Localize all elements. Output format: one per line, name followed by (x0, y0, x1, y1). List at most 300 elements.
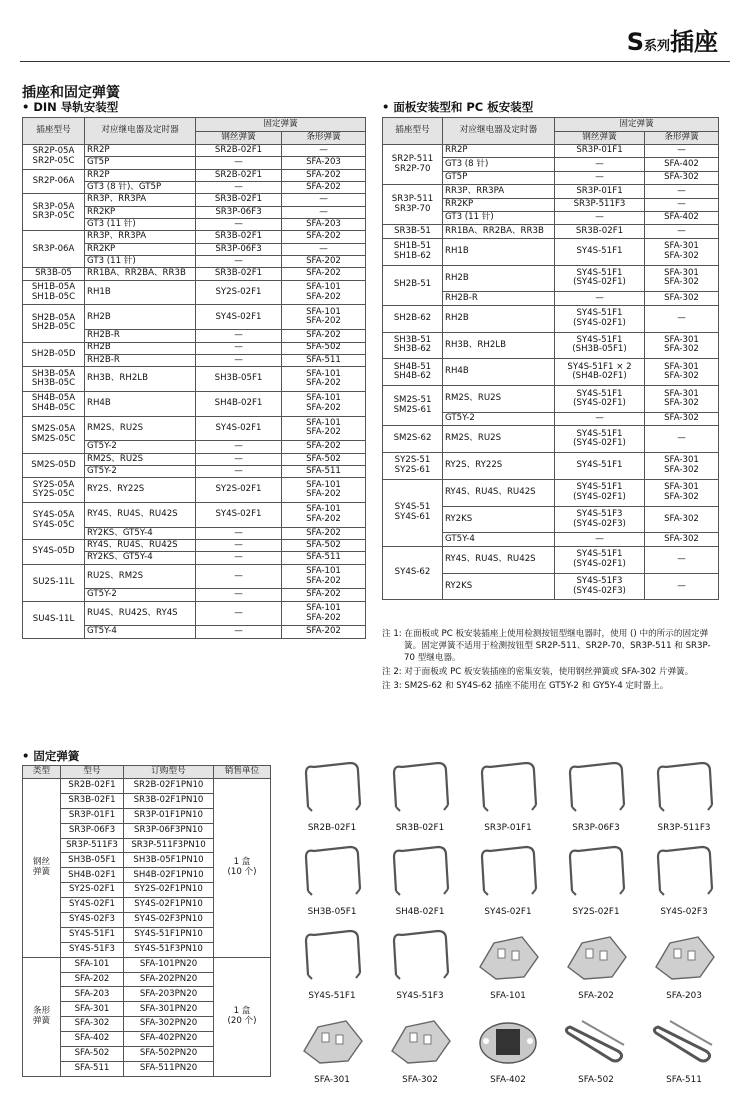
relay: RH1B (443, 238, 555, 265)
socket-model: SH2B-62 (383, 305, 443, 332)
strip-spring: SFA-301 SFA-302 (645, 332, 719, 359)
spring-model: SR3B-02F1 (61, 793, 124, 808)
col-type: 类型 (23, 766, 61, 779)
pc-socket-table (382, 117, 719, 600)
spring-model: SFA-511 (61, 1061, 124, 1076)
table-row (23, 280, 366, 305)
socket-model: SY2S-51 SY2S-61 (383, 453, 443, 480)
spring-model: SFA-301 (61, 1002, 124, 1017)
table-row (23, 169, 366, 181)
strip-spring: SFA-101 SFA-202 (282, 367, 366, 392)
socket-model: SM2S-62 (383, 426, 443, 453)
relay: GT3 (11 针) (443, 211, 555, 224)
spring-model: SH4B-02F1 (61, 868, 124, 883)
strip-spring: SFA-203 (282, 157, 366, 169)
order-number: SR3P-06F3PN10 (124, 823, 214, 838)
wire-spring: — (196, 564, 282, 589)
wire-spring: SH3B-05F1 (196, 367, 282, 392)
socket-model: SY4S-62 (383, 546, 443, 600)
spring-photo (464, 1007, 552, 1091)
spring-photo (640, 839, 728, 923)
spring-caption: SR2B-02F1 (307, 823, 357, 833)
spring-icon (386, 927, 454, 983)
table-row (383, 145, 719, 158)
order-number: SFA-302PN20 (124, 1017, 214, 1032)
spring-icon (298, 1011, 366, 1067)
spring-model: SFA-101 (61, 957, 124, 972)
relay: RH3B、RH2LB (443, 332, 555, 359)
strip-spring: SFA-302 (645, 412, 719, 425)
strip-spring: — (282, 194, 366, 206)
strip-spring: SFA-202 (282, 441, 366, 453)
wire-spring: SY4S-51F1 (555, 453, 645, 480)
socket-model: SR3B-05 (23, 268, 85, 280)
relay: RH2B-R (443, 292, 555, 305)
relay: RM2S、RU2S (85, 416, 196, 441)
spring-photo (640, 755, 728, 839)
wire-spring: — (196, 601, 282, 626)
relay: GT5Y-4 (85, 626, 196, 638)
wire-spring: — (196, 552, 282, 564)
note-3: 注 3: SM2S-62 和 SY4S-62 插座不能用在 GT5Y-2 和 GY5Y-4 定时器上。 (382, 681, 669, 691)
relay: RH4B (443, 359, 555, 386)
wire-spring: SY4S-02F1 (196, 305, 282, 330)
relay: RY2KS (443, 573, 555, 600)
col-wire: 钢丝弹簧 (196, 132, 282, 145)
spring-model: SFA-202 (61, 972, 124, 987)
strip-spring: SFA-202 (282, 231, 366, 243)
strip-spring: SFA-301 SFA-302 (645, 238, 719, 265)
notes (382, 628, 717, 694)
strip-spring: SFA-511 (282, 465, 366, 477)
socket-model: SH3B-51 SH3B-62 (383, 332, 443, 359)
relay: RH1B (85, 280, 196, 305)
table-row (23, 391, 366, 416)
sales-unit: 1 盒 (20 个) (214, 957, 271, 1076)
spring-type: 条形 弹簧 (23, 957, 61, 1076)
wire-spring: — (196, 465, 282, 477)
strip-spring: — (645, 145, 719, 158)
strip-spring: — (645, 225, 719, 238)
table-row (383, 238, 719, 265)
spring-icon (474, 759, 542, 815)
strip-spring: SFA-101 SFA-202 (282, 601, 366, 626)
wire-spring: SY4S-51F3 (SY4S-02F3) (555, 506, 645, 533)
spring-icon (650, 843, 718, 899)
strip-spring: — (282, 206, 366, 218)
spring-photo (464, 923, 552, 1007)
table-row (383, 265, 719, 292)
table-row (383, 185, 719, 198)
socket-model: SU2S-11L (23, 564, 85, 601)
order-number: SR3B-02F1PN10 (124, 793, 214, 808)
table-row (383, 332, 719, 359)
wire-spring: SR3P-06F3 (196, 243, 282, 255)
table-row (23, 145, 366, 157)
strip-spring: — (645, 573, 719, 600)
relay: RR1BA、RR2BA、RR3B (85, 268, 196, 280)
wire-spring: SY2S-02F1 (196, 478, 282, 503)
socket-model: SR2P-511 SR2P-70 (383, 145, 443, 185)
socket-model: SR2P-05A SR2P-05C (23, 145, 85, 170)
spring-caption: SY4S-02F3 (660, 907, 708, 917)
wire-spring: — (555, 533, 645, 546)
col-relay: 对应继电器及定时器 (443, 118, 555, 145)
relay: RY2KS (443, 506, 555, 533)
strip-spring: — (282, 145, 366, 157)
spring-photo (288, 1007, 376, 1091)
spring-caption: SFA-402 (490, 1075, 526, 1085)
socket-model: SY4S-05A SY4S-05C (23, 502, 85, 539)
wire-spring: SY4S-02F1 (196, 416, 282, 441)
relay: RR2KP (85, 243, 196, 255)
strip-spring: SFA-101 SFA-202 (282, 564, 366, 589)
spring-model: SFA-203 (61, 987, 124, 1002)
spring-icon (386, 759, 454, 815)
wire-spring: SY4S-51F1 (SY4S-02F1) (555, 265, 645, 292)
wire-spring: SY4S-51F1 (SY4S-02F1) (555, 546, 645, 573)
spring-photo (552, 1007, 640, 1091)
relay: RM2S、RU2S (443, 386, 555, 413)
relay: GT3 (11 针) (85, 219, 196, 231)
spring-model: SY4S-02F1 (61, 898, 124, 913)
wire-spring: SY4S-51F1 (SH3B-05F1) (555, 332, 645, 359)
strip-spring: SFA-511 (282, 552, 366, 564)
order-number: SY4S-51F3PN10 (124, 942, 214, 957)
spring-caption: SR3P-511F3 (657, 823, 711, 833)
relay: RY4S、RU4S、RU42S (443, 546, 555, 573)
col-clip: 固定弹簧 (555, 118, 719, 132)
spring-icon (650, 927, 718, 983)
relay: RY2KS、GT5Y-4 (85, 552, 196, 564)
relay: RU4S、RU42S、RY4S (85, 601, 196, 626)
relay: RR2KP (443, 198, 555, 211)
strip-spring: SFA-301 SFA-302 (645, 386, 719, 413)
spring-photo (464, 839, 552, 923)
table-row (23, 453, 366, 465)
relay: GT5Y-2 (443, 412, 555, 425)
order-number: SFA-202PN20 (124, 972, 214, 987)
sales-unit: 1 盒 (10 个) (214, 779, 271, 958)
relay: RR2P (85, 169, 196, 181)
spring-model: SH3B-05F1 (61, 853, 124, 868)
relay: RM2S、RU2S (85, 453, 196, 465)
spring-icon (650, 1011, 718, 1067)
spring-photo (376, 923, 464, 1007)
wire-spring: — (555, 412, 645, 425)
spring-icon (562, 759, 630, 815)
relay: RY4S、RU4S、RU42S (85, 540, 196, 552)
spring-icon (298, 843, 366, 899)
socket-model: SR2P-06A (23, 169, 85, 194)
wire-spring: SY4S-51F1 × 2 (SH4B-02F1) (555, 359, 645, 386)
strip-spring: SFA-202 (282, 256, 366, 268)
spring-model: SR3P-06F3 (61, 823, 124, 838)
spring-photo (376, 839, 464, 923)
spring-caption: SR3P-01F1 (484, 823, 532, 833)
note-1: 注 1: 在面板或 PC 板安装插座上使用检测按钮型继电器时，使用 () 中的所示的固定弹簧。固定弹簧不适用于检测按钮型 SR2P-511、SR2P-70、SR3P-511 和 SR3P-70 型继电器。 (382, 629, 711, 663)
strip-spring: SFA-101 SFA-202 (282, 416, 366, 441)
relay: RY4S、RU4S、RU42S (443, 479, 555, 506)
socket-model: SM2S-05D (23, 453, 85, 478)
spring-icon (562, 927, 630, 983)
wire-spring: SY4S-51F1 (SY4S-02F1) (555, 426, 645, 453)
strip-spring: SFA-202 (282, 626, 366, 638)
col-wire: 钢丝弹簧 (555, 132, 645, 145)
wire-spring: — (196, 589, 282, 601)
strip-spring: SFA-502 (282, 453, 366, 465)
spring-icon (386, 1011, 454, 1067)
spring-caption: SR3B-02F1 (395, 823, 445, 833)
socket-model: SR3P-511 SR3P-70 (383, 185, 443, 225)
strip-spring: SFA-301 SFA-302 (645, 265, 719, 292)
col-strip: 条形弹簧 (645, 132, 719, 145)
strip-spring: — (645, 185, 719, 198)
table-row (383, 426, 719, 453)
col-model: 插座型号 (383, 118, 443, 145)
relay: RH3B、RH2LB (85, 367, 196, 392)
relay: RH4B (85, 391, 196, 416)
order-number: SFA-502PN20 (124, 1047, 214, 1062)
order-number: SY4S-51F1PN10 (124, 927, 214, 942)
spring-caption: SFA-511 (666, 1075, 702, 1085)
order-number: SFA-203PN20 (124, 987, 214, 1002)
strip-spring: SFA-202 (282, 330, 366, 342)
socket-model: SH2B-05A SH2B-05C (23, 305, 85, 342)
wire-spring: SR2B-02F1 (196, 145, 282, 157)
table-row (23, 342, 366, 354)
strip-spring: SFA-101 SFA-202 (282, 305, 366, 330)
wire-spring: SY4S-51F1 (SY4S-02F1) (555, 305, 645, 332)
spring-photo (552, 839, 640, 923)
wire-spring: SR3P-01F1 (555, 185, 645, 198)
wire-spring: SY4S-51F1 (SY4S-02F1) (555, 386, 645, 413)
spring-photo (376, 1007, 464, 1091)
wire-spring: SR2B-02F1 (196, 169, 282, 181)
wire-spring: — (196, 330, 282, 342)
col-clip: 固定弹簧 (196, 118, 366, 132)
relay: RH2B-R (85, 354, 196, 366)
col-order: 订购型号 (124, 766, 214, 779)
relay: RY4S、RU4S、RU42S (85, 502, 196, 527)
strip-spring: SFA-502 (282, 540, 366, 552)
spring-photo (376, 755, 464, 839)
wire-spring: SH4B-02F1 (196, 391, 282, 416)
relay: RH2B (443, 265, 555, 292)
table-row (23, 564, 366, 589)
strip-spring: SFA-301 SFA-302 (645, 359, 719, 386)
socket-model: SR3P-06A (23, 231, 85, 268)
strip-spring: — (282, 243, 366, 255)
wire-spring: — (196, 527, 282, 539)
spring-caption: SFA-202 (578, 991, 614, 1001)
wire-spring: SR3P-06F3 (196, 206, 282, 218)
relay: RU2S、RM2S (85, 564, 196, 589)
spring-icon (562, 1011, 630, 1067)
relay: RH2B-R (85, 330, 196, 342)
relay: RM2S、RU2S (443, 426, 555, 453)
strip-spring: SFA-402 (645, 158, 719, 171)
relay: RR2KP (85, 206, 196, 218)
wire-spring: SY4S-51F1 (SY4S-02F1) (555, 479, 645, 506)
header-divider (20, 61, 730, 62)
socket-model: SY4S-05D (23, 540, 85, 565)
strip-spring: SFA-202 (282, 268, 366, 280)
col-model: 插座型号 (23, 118, 85, 145)
spring-model: SY4S-51F3 (61, 942, 124, 957)
spring-model: SFA-502 (61, 1047, 124, 1062)
wire-spring: SR3B-02F1 (196, 231, 282, 243)
spring-model: SR3P-01F1 (61, 808, 124, 823)
spring-model: SY2S-02F1 (61, 883, 124, 898)
clip-order-table (22, 765, 271, 1077)
wire-spring: — (555, 292, 645, 305)
strip-spring: SFA-302 (645, 533, 719, 546)
col-model: 型号 (61, 766, 124, 779)
table-row (23, 502, 366, 527)
wire-spring: — (196, 157, 282, 169)
spring-caption: SY4S-51F3 (396, 991, 444, 1001)
spring-caption: SH3B-05F1 (307, 907, 357, 917)
wire-spring: SY2S-02F1 (196, 280, 282, 305)
wire-spring: SY4S-51F1 (555, 238, 645, 265)
socket-model: SH2B-51 (383, 265, 443, 305)
wire-spring: SY4S-51F3 (SY4S-02F3) (555, 573, 645, 600)
table-row (23, 305, 366, 330)
strip-spring: SFA-301 SFA-302 (645, 453, 719, 480)
wire-spring: — (196, 219, 282, 231)
spring-type: 钢丝 弹簧 (23, 779, 61, 958)
relay: RH2B (85, 342, 196, 354)
col-strip: 条形弹簧 (282, 132, 366, 145)
order-number: SFA-402PN20 (124, 1032, 214, 1047)
socket-model: SH4B-05A SH4B-05C (23, 391, 85, 416)
relay: RR3P、RR3PA (443, 185, 555, 198)
din-subtitle: • DIN 导轨安装型 (22, 100, 119, 114)
relay: RY2KS、GT5Y-4 (85, 527, 196, 539)
strip-spring: — (645, 426, 719, 453)
wire-spring: — (196, 342, 282, 354)
wire-spring: — (555, 211, 645, 224)
spring-icon (562, 843, 630, 899)
spring-model: SFA-302 (61, 1017, 124, 1032)
relay: RR2P (443, 145, 555, 158)
table-row (23, 540, 366, 552)
strip-spring: SFA-202 (282, 527, 366, 539)
table-row (383, 386, 719, 413)
wire-spring: — (555, 158, 645, 171)
strip-spring: SFA-502 (282, 342, 366, 354)
spring-icon (474, 927, 542, 983)
order-number: SR3P-01F1PN10 (124, 808, 214, 823)
spring-photo (288, 755, 376, 839)
strip-spring: — (645, 305, 719, 332)
section-title: 插座和固定弹簧 (22, 85, 120, 101)
strip-spring: SFA-202 (282, 589, 366, 601)
socket-model: SY4S-51 SY4S-61 (383, 479, 443, 546)
spring-caption: SFA-302 (402, 1075, 438, 1085)
col-relay: 对应继电器及定时器 (85, 118, 196, 145)
page-title: S系列插座 (626, 28, 718, 56)
strip-spring: — (645, 198, 719, 211)
table-row (383, 479, 719, 506)
relay: RY2S、RY22S (443, 453, 555, 480)
relay: GT3 (11 针) (85, 256, 196, 268)
spring-caption: SY2S-02F1 (572, 907, 620, 917)
wire-spring: — (196, 626, 282, 638)
strip-spring: SFA-511 (282, 354, 366, 366)
spring-icon (474, 1011, 542, 1067)
spring-model: SFA-402 (61, 1032, 124, 1047)
table-row (383, 453, 719, 480)
wire-spring: SR3B-02F1 (196, 268, 282, 280)
spring-model: SY4S-02F3 (61, 913, 124, 928)
socket-model: SM2S-51 SM2S-61 (383, 386, 443, 426)
strip-spring: — (645, 546, 719, 573)
relay: GT3 (8 针) (443, 158, 555, 171)
order-number: SH3B-05F1PN10 (124, 853, 214, 868)
spring-caption: SY4S-02F1 (484, 907, 532, 917)
din-socket-table (22, 117, 366, 639)
strip-spring: SFA-202 (282, 182, 366, 194)
relay: GT5Y-2 (85, 441, 196, 453)
table-row (23, 268, 366, 280)
table-row (383, 305, 719, 332)
table-row (23, 194, 366, 206)
spring-icon (298, 759, 366, 815)
spring-caption: SR3P-06F3 (572, 823, 620, 833)
spring-caption: SFA-301 (314, 1075, 350, 1085)
relay: GT5P (443, 171, 555, 184)
table-row (383, 225, 719, 238)
spring-photo (464, 755, 552, 839)
socket-model: SR3B-51 (383, 225, 443, 238)
spring-caption: SFA-101 (490, 991, 526, 1001)
wire-spring: SY4S-02F1 (196, 502, 282, 527)
order-number: SFA-511PN20 (124, 1061, 214, 1076)
relay: GT5Y-2 (85, 465, 196, 477)
strip-spring: SFA-202 (282, 169, 366, 181)
spring-model: SR3P-511F3 (61, 838, 124, 853)
spring-icon (298, 927, 366, 983)
socket-model: SH2B-05D (23, 342, 85, 367)
wire-spring: SR3P-511F3 (555, 198, 645, 211)
wire-spring: — (196, 354, 282, 366)
clips-subtitle: • 固定弹簧 (22, 749, 80, 763)
spring-model: SY4S-51F1 (61, 927, 124, 942)
spring-icon (650, 759, 718, 815)
order-number: SR3P-511F3PN10 (124, 838, 214, 853)
order-number: SFA-301PN20 (124, 1002, 214, 1017)
strip-spring: SFA-101 SFA-202 (282, 280, 366, 305)
table-row (383, 359, 719, 386)
order-number: SY4S-02F1PN10 (124, 898, 214, 913)
strip-spring: SFA-302 (645, 506, 719, 533)
spring-photo (288, 923, 376, 1007)
relay: RR3P、RR3PA (85, 231, 196, 243)
order-number: SY2S-02F1PN10 (124, 883, 214, 898)
spring-caption: SY4S-51F1 (308, 991, 356, 1001)
wire-spring: — (196, 182, 282, 194)
relay: GT3 (8 针)、GT5P (85, 182, 196, 194)
spring-gallery (288, 755, 728, 1090)
relay: RH2B (85, 305, 196, 330)
table-row (383, 546, 719, 573)
spring-caption: SFA-203 (666, 991, 702, 1001)
spring-caption: SH4B-02F1 (395, 907, 445, 917)
col-unit: 销售单位 (214, 766, 271, 779)
strip-spring: SFA-101 SFA-202 (282, 478, 366, 503)
